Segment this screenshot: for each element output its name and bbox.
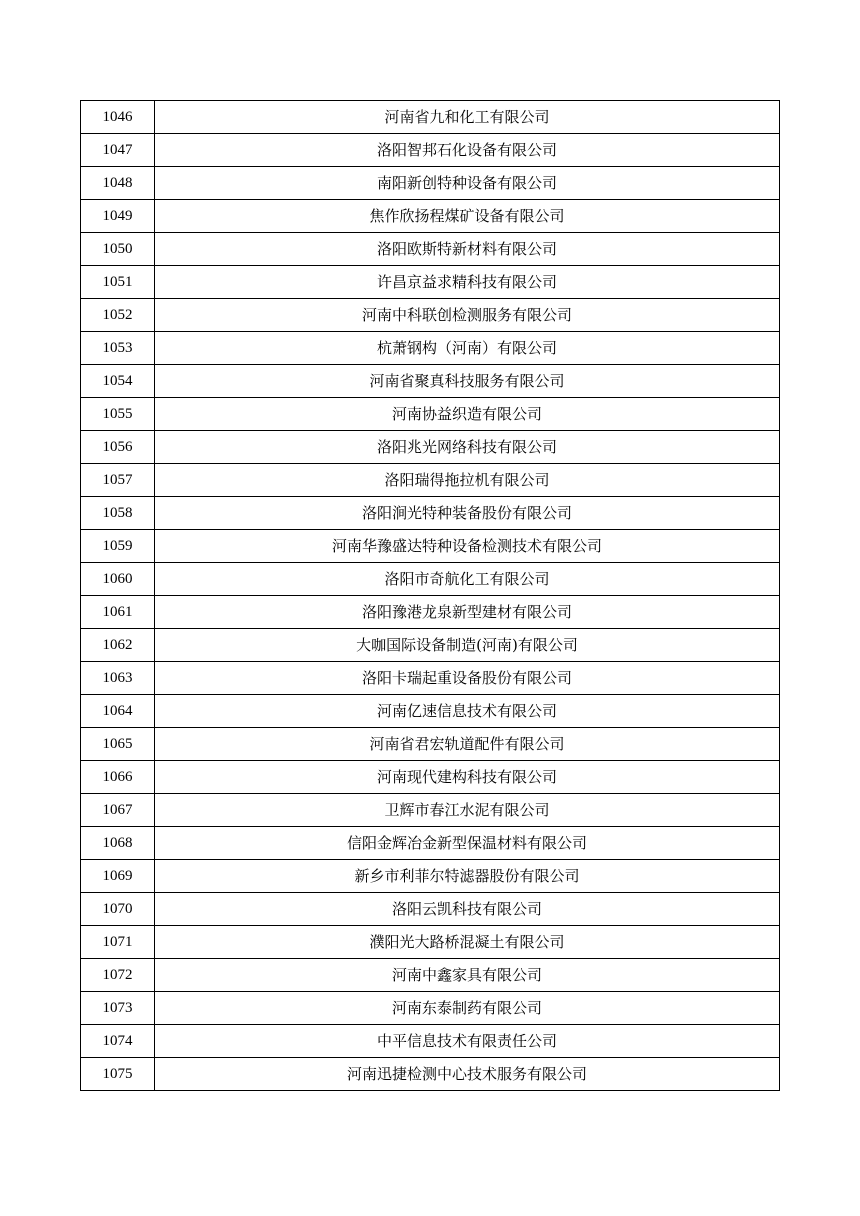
company-name: 焦作欣扬程煤矿设备有限公司 [155, 200, 780, 233]
table-row [81, 1025, 780, 1058]
table-row [81, 134, 780, 167]
table-row [81, 299, 780, 332]
row-number: 1069 [81, 860, 155, 893]
table-row [81, 530, 780, 563]
table-row [81, 563, 780, 596]
row-number: 1052 [81, 299, 155, 332]
company-name: 河南中科联创检测服务有限公司 [155, 299, 780, 332]
table-row [81, 662, 780, 695]
row-number: 1053 [81, 332, 155, 365]
table-row [81, 794, 780, 827]
company-name: 新乡市利菲尔特滤器股份有限公司 [155, 860, 780, 893]
company-list-body [81, 101, 780, 1091]
company-name: 河南亿速信息技术有限公司 [155, 695, 780, 728]
row-number: 1075 [81, 1058, 155, 1091]
table-row [81, 233, 780, 266]
company-name: 洛阳兆光网络科技有限公司 [155, 431, 780, 464]
table-row [81, 827, 780, 860]
company-name: 河南华豫盛达特种设备检测技术有限公司 [155, 530, 780, 563]
company-name: 洛阳涧光特种装备股份有限公司 [155, 497, 780, 530]
row-number: 1048 [81, 167, 155, 200]
table-row [81, 332, 780, 365]
table-row [81, 860, 780, 893]
row-number: 1060 [81, 563, 155, 596]
row-number: 1056 [81, 431, 155, 464]
row-number: 1062 [81, 629, 155, 662]
company-name: 洛阳云凯科技有限公司 [155, 893, 780, 926]
company-name: 杭萧钢构（河南）有限公司 [155, 332, 780, 365]
company-name: 洛阳智邦石化设备有限公司 [155, 134, 780, 167]
table-row [81, 893, 780, 926]
company-name: 洛阳欧斯特新材料有限公司 [155, 233, 780, 266]
table-row [81, 695, 780, 728]
row-number: 1051 [81, 266, 155, 299]
table-row [81, 266, 780, 299]
row-number: 1054 [81, 365, 155, 398]
company-name: 中平信息技术有限责任公司 [155, 1025, 780, 1058]
table-row [81, 101, 780, 134]
company-name: 河南现代建构科技有限公司 [155, 761, 780, 794]
table-row [81, 200, 780, 233]
row-number: 1065 [81, 728, 155, 761]
company-name: 濮阳光大路桥混凝土有限公司 [155, 926, 780, 959]
row-number: 1068 [81, 827, 155, 860]
row-number: 1073 [81, 992, 155, 1025]
table-row [81, 464, 780, 497]
company-name: 河南中鑫家具有限公司 [155, 959, 780, 992]
company-name: 许昌京益求精科技有限公司 [155, 266, 780, 299]
company-name: 卫辉市春江水泥有限公司 [155, 794, 780, 827]
row-number: 1047 [81, 134, 155, 167]
row-number: 1074 [81, 1025, 155, 1058]
row-number: 1063 [81, 662, 155, 695]
company-name: 河南省聚真科技服务有限公司 [155, 365, 780, 398]
row-number: 1064 [81, 695, 155, 728]
row-number: 1049 [81, 200, 155, 233]
company-name: 河南省九和化工有限公司 [155, 101, 780, 134]
table-row [81, 365, 780, 398]
table-row [81, 1058, 780, 1091]
table-row [81, 167, 780, 200]
company-name: 河南协益织造有限公司 [155, 398, 780, 431]
row-number: 1070 [81, 893, 155, 926]
row-number: 1058 [81, 497, 155, 530]
row-number: 1066 [81, 761, 155, 794]
table-row [81, 596, 780, 629]
row-number: 1072 [81, 959, 155, 992]
company-name: 洛阳卡瑞起重设备股份有限公司 [155, 662, 780, 695]
company-name: 洛阳豫港龙泉新型建材有限公司 [155, 596, 780, 629]
company-name: 洛阳瑞得拖拉机有限公司 [155, 464, 780, 497]
table-row [81, 398, 780, 431]
table-row [81, 959, 780, 992]
row-number: 1057 [81, 464, 155, 497]
table-row [81, 761, 780, 794]
company-name: 河南东泰制药有限公司 [155, 992, 780, 1025]
row-number: 1055 [81, 398, 155, 431]
table-row [81, 629, 780, 662]
row-number: 1059 [81, 530, 155, 563]
company-list-table [80, 100, 780, 1091]
row-number: 1067 [81, 794, 155, 827]
company-name: 信阳金辉冶金新型保温材料有限公司 [155, 827, 780, 860]
company-name: 河南迅捷检测中心技术服务有限公司 [155, 1058, 780, 1091]
table-row [81, 992, 780, 1025]
table-row [81, 926, 780, 959]
company-name: 河南省君宏轨道配件有限公司 [155, 728, 780, 761]
row-number: 1061 [81, 596, 155, 629]
company-name: 洛阳市奇航化工有限公司 [155, 563, 780, 596]
table-row [81, 497, 780, 530]
table-row [81, 728, 780, 761]
row-number: 1071 [81, 926, 155, 959]
row-number: 1050 [81, 233, 155, 266]
row-number: 1046 [81, 101, 155, 134]
table-row [81, 431, 780, 464]
company-name: 南阳新创特种设备有限公司 [155, 167, 780, 200]
company-name: 大咖国际设备制造(河南)有限公司 [155, 629, 780, 662]
